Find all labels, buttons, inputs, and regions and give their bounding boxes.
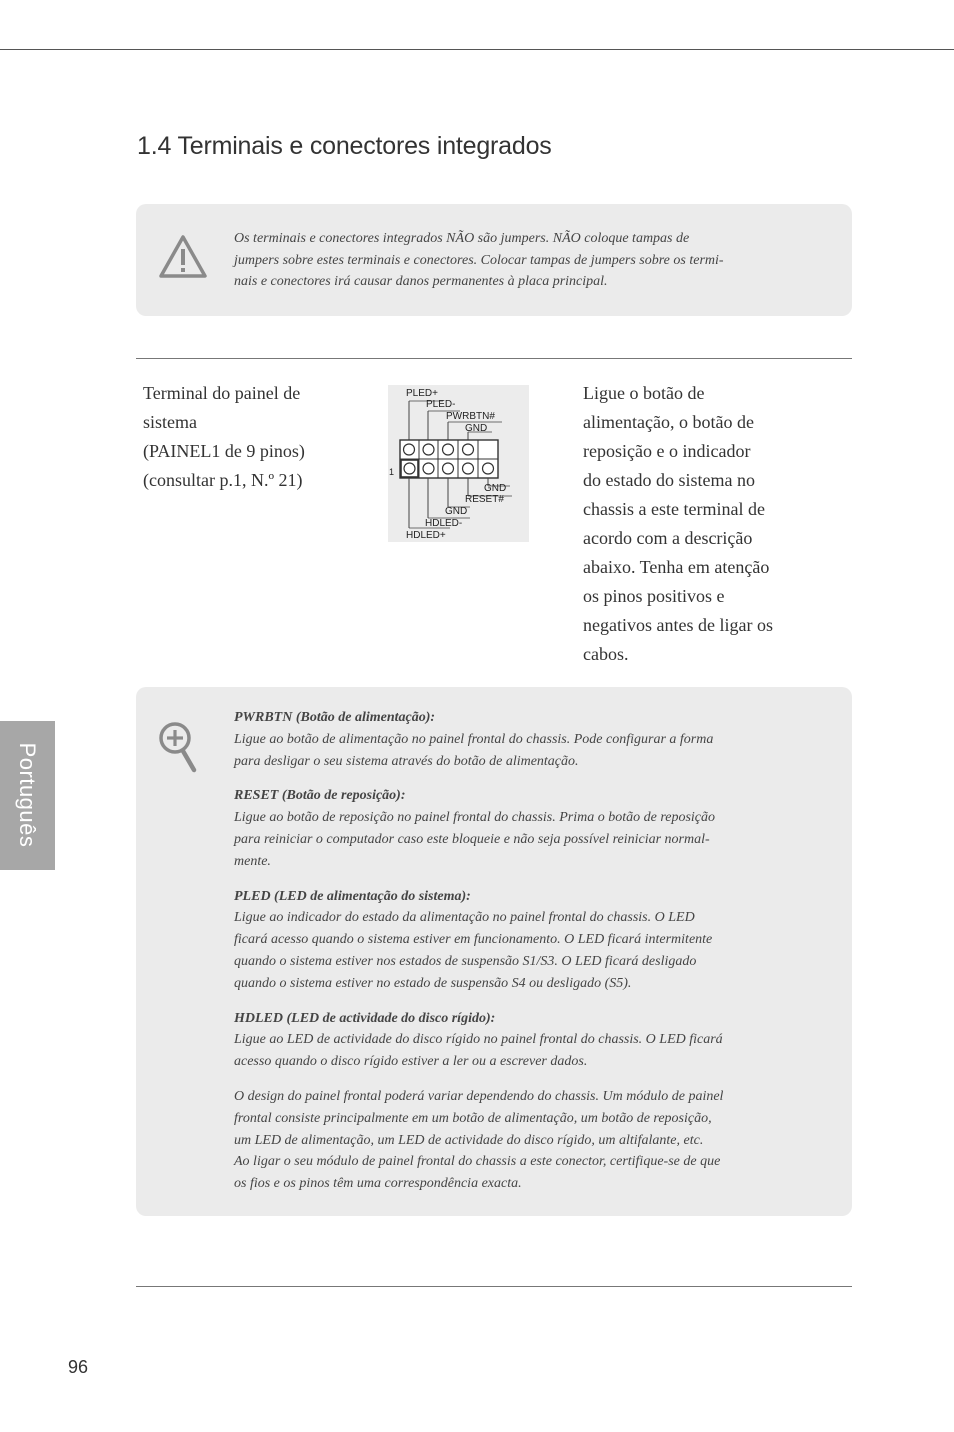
pwrbtn-label: PWRBTN# [446,411,495,422]
section-title: 1.4 Terminais e conectores integrados [137,132,552,160]
description-line: chassis a este terminal de [583,499,765,519]
connector-name [143,379,353,495]
caution-line: jumpers sobre estes terminais e conectores. Colocar tampas de jumpers sobre os termi- [234,252,724,268]
description-line: cabos. [583,644,629,664]
description-line: abaixo. Tenha em atenção [583,557,770,577]
note-content [234,707,789,1208]
warning-triangle-icon [158,234,208,280]
note-line: um LED de alimentação, um LED de actividade do disco rígido, um altifalante, etc. [234,1132,704,1148]
caution-line: nais e conectores irá causar danos permanentes à placa principal. [234,274,608,290]
note-line: Ao ligar o seu módulo de painel frontal do chassis a este conector, certifique-se de que [234,1154,721,1170]
connector-name-line: Terminal do painel de [143,383,301,403]
caution-box [136,204,852,316]
note-section-reset [234,785,789,872]
note-line: quando o sistema estiver no estado de suspensão S4 ou desligado (S5). [234,975,632,991]
note-heading: PLED (LED de alimentação do sistema): [234,888,471,904]
note-section-pwrbtn [234,707,789,772]
description-line: reposição e o indicador [583,441,751,461]
footer-rule [136,1286,852,1287]
hdled-plus-label: HDLED+ [406,530,446,541]
hdled-minus-label: HDLED- [425,518,463,529]
note-line: Ligue ao LED de actividade do disco rígido no painel frontal do chassis. O LED ficará [234,1032,723,1048]
note-line: para reiniciar o computador caso este bloqueie e não seja possível reiniciar normal- [234,831,710,847]
connector-name-line: sistema [143,412,197,432]
language-label: Português [15,742,40,848]
language-side-tab [0,721,55,870]
pin-diagram [388,385,529,542]
note-line: Ligue ao botão de alimentação no painel frontal do chassis. Pode configurar a forma [234,731,714,747]
description-line: Ligue o botão de [583,383,705,403]
description-line: do estado do sistema no [583,470,755,490]
connector-name-line: (consultar p.1, N.º 21) [143,470,303,490]
note-line: Ligue ao indicador do estado da alimentação no painel frontal do chassis. O LED [234,910,695,926]
connector-name-line: (PAINEL1 de 9 pinos) [143,441,305,461]
connector-description [583,379,813,669]
note-heading: RESET (Botão de reposição): [234,788,406,804]
pled-minus-label: PLED- [426,399,456,410]
note-section-pled [234,886,789,995]
note-line: acesso quando o disco rígido estiver a ler ou a escrever dados. [234,1054,588,1070]
pled-plus-label: PLED+ [406,388,438,399]
note-line: Ligue ao botão de reposição no painel frontal do chassis. Prima o botão de reposição [234,810,716,826]
section-rule [136,358,852,359]
note-line: mente. [234,853,271,869]
reset-label: RESET# [465,494,504,505]
description-line: acordo com a descrição [583,528,753,548]
note-heading: PWRBTN (Botão de alimentação): [234,710,436,725]
description-line: os pinos positivos e [583,586,725,606]
pin-one-label: 1 [389,467,395,477]
panel-header-diagram [388,385,529,542]
note-line: quando o sistema estiver nos estados de suspensão S1/S3. O LED ficará desligado [234,953,697,969]
note-line: O design do painel frontal poderá variar dependendo do chassis. Um módulo de painel [234,1088,724,1104]
note-section-hdled [234,1008,789,1073]
note-line: frontal consiste principalmente em um botão de alimentação, um botão de reposição, [234,1110,712,1126]
note-line: para desligar o seu sistema através do botão de alimentação. [234,753,579,769]
note-section-design [234,1086,789,1195]
caution-text [234,228,789,293]
description-line: alimentação, o botão de [583,412,754,432]
note-line: os fios e os pinos têm uma correspondência exacta. [234,1176,522,1192]
note-line: ficará acesso quando o sistema estiver em funcionamento. O LED ficará intermitente [234,932,713,948]
note-heading: HDLED (LED de actividade do disco rígido): [234,1010,496,1026]
gnd-bottom-label: GND [445,506,468,517]
header-rule [0,49,954,50]
note-box [136,687,852,1216]
page-number: 96 [68,1357,89,1377]
gnd-right-label: GND [484,483,507,494]
caution-line: Os terminais e conectores integrados NÃO são jumpers. NÃO coloque tampas de [234,231,690,246]
gnd-top-label: GND [465,423,488,434]
magnifier-plus-icon [158,721,198,773]
description-line: negativos antes de ligar os [583,615,773,635]
